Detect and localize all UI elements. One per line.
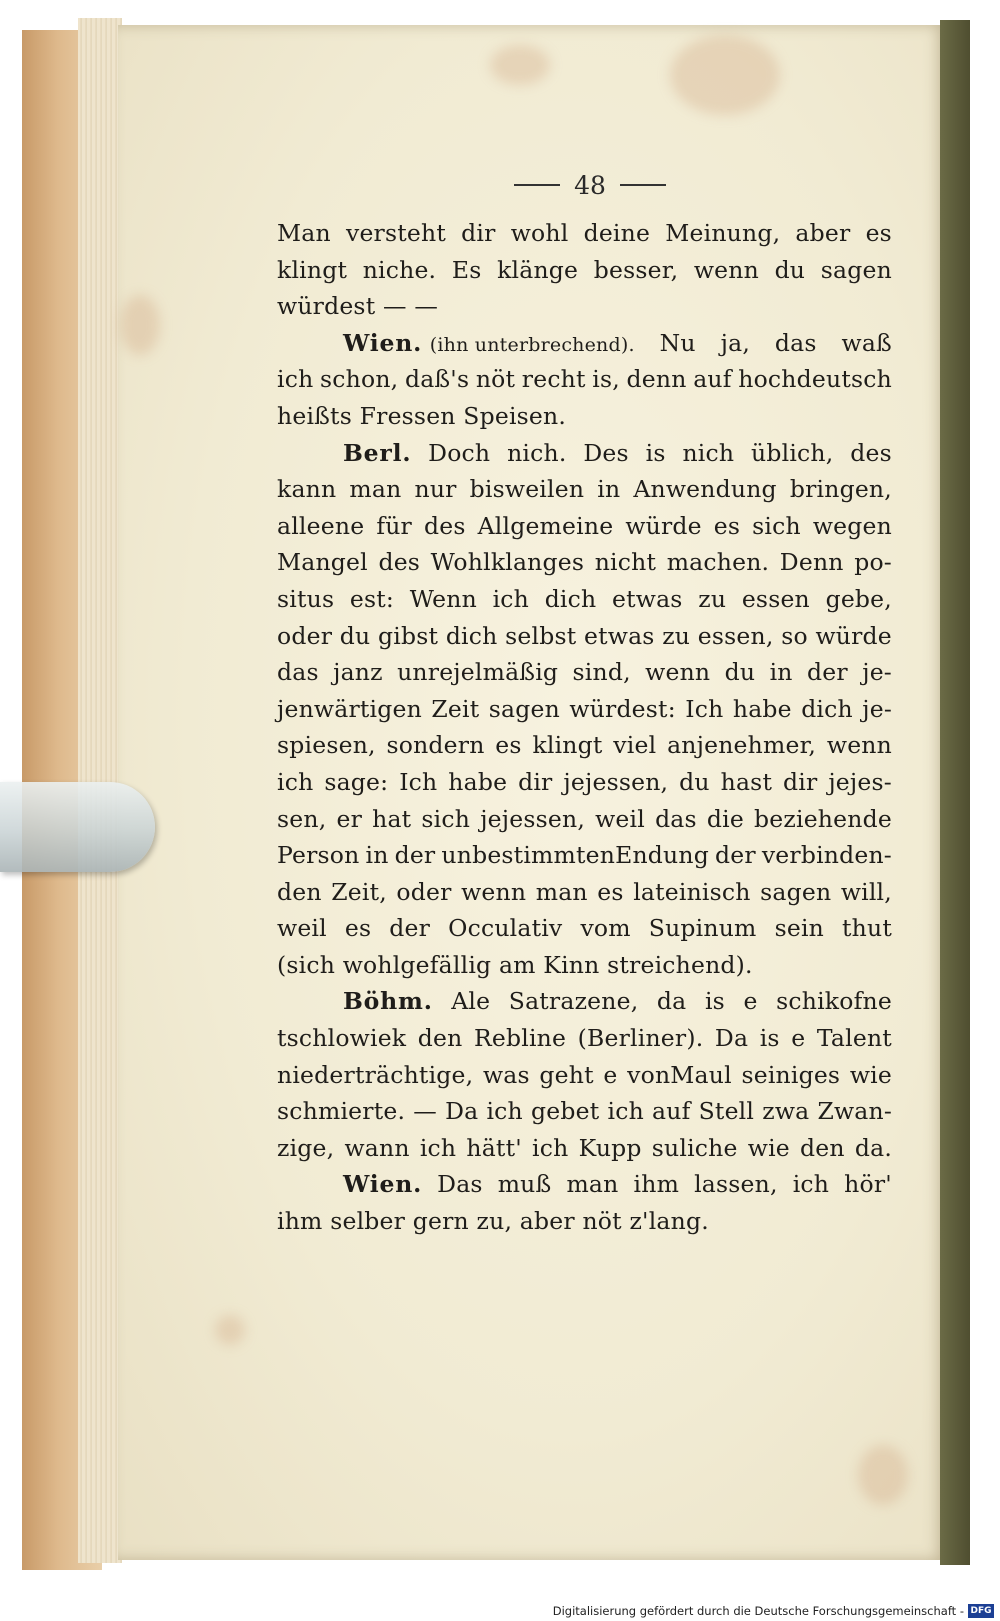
word: oder [396, 877, 452, 906]
word: Denn [779, 548, 844, 577]
word: hast [720, 767, 773, 796]
word: dich [801, 694, 853, 723]
word: Satrazene, [508, 987, 639, 1016]
word: unrejelmäßig [397, 658, 559, 687]
word: schmierte. [277, 1097, 406, 1126]
word: Des [583, 438, 629, 467]
word: der [394, 841, 436, 870]
word: Ich [399, 767, 438, 796]
word: ja, [720, 328, 750, 357]
word: Zwan- [817, 1097, 892, 1126]
text-line [277, 874, 892, 911]
word: ich [486, 1097, 523, 1126]
text-line [277, 1130, 892, 1167]
word: Kupp [578, 1133, 642, 1162]
line-text: (sich wohlgefällig am Kinn streichend). [277, 950, 753, 979]
word: hör' [844, 1170, 892, 1199]
word: niederträchtige, [277, 1060, 474, 1089]
word: Occulativ [448, 914, 563, 943]
foxing-stain [490, 45, 550, 85]
text-line [277, 1203, 892, 1240]
word: Rebline [474, 1024, 567, 1053]
word: hat [372, 804, 412, 833]
word: in [769, 658, 793, 687]
word: es [865, 219, 892, 247]
word: sage: [324, 767, 389, 796]
text-line [277, 361, 892, 398]
word: oder [277, 621, 333, 650]
word: spiesen, [277, 731, 376, 760]
word: Da [445, 1097, 479, 1126]
speaker-name: Böhm. [343, 987, 433, 1016]
word: dir [518, 767, 553, 796]
word: klänge [497, 255, 579, 284]
word: jejessen, [480, 804, 586, 833]
word: nur [414, 475, 457, 504]
text-line [277, 471, 892, 508]
text-line [277, 581, 892, 618]
word: Wohlklanges [430, 548, 585, 577]
text-line [277, 947, 892, 984]
word: aber [795, 219, 851, 247]
word: unbestimmtenEndung [441, 841, 709, 870]
word: selbst [505, 621, 577, 650]
word: hätt' [466, 1133, 522, 1162]
word: ich [792, 1170, 830, 1199]
word: besser, [593, 255, 679, 284]
word: is [704, 987, 725, 1016]
word: sondern [386, 731, 485, 760]
word: hochdeutsch [738, 365, 892, 394]
text-line [277, 544, 892, 581]
word: muß [497, 1170, 552, 1199]
word: es [597, 877, 624, 906]
word: die [706, 804, 744, 833]
word: wenn [826, 731, 892, 760]
page-number: 48 [574, 170, 606, 200]
word: Meinung, [665, 219, 781, 247]
header-rule-right [620, 184, 666, 186]
word: alleene [277, 511, 365, 540]
word: nöt [475, 365, 516, 394]
word: lateinisch [633, 877, 751, 906]
word: e [743, 987, 758, 1016]
word: e [603, 1060, 618, 1089]
word: sagen [488, 694, 560, 723]
text-line [277, 1093, 892, 1130]
word: niche. [362, 255, 437, 284]
word: Da [714, 1024, 749, 1053]
speech-line [277, 435, 892, 472]
word: wenn [693, 255, 759, 284]
word: sein [774, 914, 824, 943]
word: ich [607, 1097, 644, 1126]
word: denn [626, 365, 687, 394]
book-cover-right [940, 20, 970, 1565]
foxing-stain [858, 1445, 908, 1505]
text-line [277, 508, 892, 545]
word: Mangel [277, 548, 368, 577]
speaker-name: Wien. [343, 328, 423, 357]
text-line [277, 764, 892, 801]
word: Es [451, 255, 482, 284]
word: wie [849, 1060, 892, 1089]
word: es [713, 511, 741, 540]
word: habe [732, 694, 792, 723]
text-line [277, 691, 892, 728]
word: essen, [697, 621, 774, 650]
word: gibst [378, 621, 439, 650]
word: der [714, 841, 756, 870]
word: du [679, 767, 710, 796]
word: nich [682, 438, 735, 467]
word: verbinden- [761, 841, 892, 870]
word: was [482, 1060, 530, 1089]
word: des [423, 511, 466, 540]
word: ich [492, 584, 530, 613]
word: wenn [461, 877, 527, 906]
dfg-logo: DFG [968, 1604, 994, 1618]
text-line [277, 1057, 892, 1094]
word: des [850, 438, 892, 467]
word: sind, [572, 658, 631, 687]
word: schon, [320, 365, 399, 394]
word: — [413, 1097, 437, 1126]
word: schikofne [776, 987, 892, 1016]
word: zu [698, 584, 727, 613]
word: du [774, 255, 806, 284]
word: tschlowiek [277, 1024, 407, 1053]
word: sich [421, 804, 471, 833]
page-clamp [0, 782, 155, 872]
word: üblich, [751, 438, 834, 467]
word: dir [461, 219, 496, 247]
word: ich [277, 767, 314, 796]
text-line [277, 618, 892, 655]
word: ihm [633, 1170, 680, 1199]
word: ich [419, 1133, 457, 1162]
foxing-stain [120, 295, 160, 355]
word: er [336, 804, 363, 833]
word: suliche [651, 1133, 738, 1162]
word: nicht [594, 548, 657, 577]
word: je- [862, 658, 892, 687]
speech-head [343, 435, 411, 472]
word: weil [277, 914, 327, 943]
text-line [277, 801, 892, 838]
word: würdest: [569, 694, 676, 723]
word: es [344, 914, 372, 943]
word: Talent [816, 1024, 892, 1053]
word: des [378, 548, 421, 577]
speaker-name: Berl. [343, 438, 412, 467]
word: anjenehmer, [667, 731, 817, 760]
word: auf [693, 365, 732, 394]
word: etwas [612, 584, 683, 613]
line-text: würdest — — [277, 292, 439, 321]
word: gebe, [825, 584, 892, 613]
text-line [277, 1020, 892, 1057]
speech-line [277, 325, 892, 362]
word: dir [783, 767, 818, 796]
word: würde [625, 511, 702, 540]
word: klingt [532, 731, 603, 760]
word: machen. [666, 548, 770, 577]
body-text [277, 215, 892, 1240]
word: man [535, 877, 588, 906]
text-line [277, 288, 892, 325]
word: in [597, 475, 621, 504]
word: kann [277, 475, 337, 504]
stage-direction: (ihn unterbrechend). [429, 333, 635, 356]
word: Ale [451, 987, 491, 1016]
word: sagen [760, 877, 832, 906]
word: waß [841, 328, 892, 357]
word: zu [662, 621, 691, 650]
word: du [724, 658, 756, 687]
word: jenwärtigen [277, 694, 422, 723]
word: zige, [277, 1133, 335, 1162]
word: ich [532, 1133, 569, 1162]
text-line [277, 654, 892, 691]
word: deine [583, 219, 651, 247]
word: will, [840, 877, 892, 906]
word: thut [842, 914, 892, 943]
word: versteht [345, 219, 446, 247]
page-header [490, 160, 690, 210]
word: jejessen, [563, 767, 669, 796]
word: Nu [659, 328, 696, 357]
word: der [807, 658, 848, 687]
word: habe [448, 767, 508, 796]
word: sich [752, 511, 801, 540]
word: in [365, 841, 389, 870]
word: (Berliner). [577, 1024, 704, 1053]
word: Wenn [409, 584, 477, 613]
word: seiniges [741, 1060, 841, 1089]
word: vom [580, 914, 631, 943]
word: Das [437, 1170, 483, 1199]
word: man [566, 1170, 619, 1199]
word: Zeit [431, 694, 480, 723]
word: gebet [531, 1097, 600, 1126]
foxing-stain [215, 1315, 245, 1345]
word: vonMaul [627, 1060, 732, 1089]
word: situs [277, 584, 335, 613]
word: janz [333, 658, 383, 687]
word: das [277, 658, 319, 687]
word: Supinum [648, 914, 757, 943]
word: da [656, 987, 687, 1016]
word: dich [445, 621, 498, 650]
word: man [349, 475, 402, 504]
text-line [277, 398, 892, 435]
word: wegen [812, 511, 892, 540]
word: essen [741, 584, 810, 613]
text-line [277, 910, 892, 947]
footer-credit: Digitalisierung gefördert durch die Deutsche Forschungsgemeinschaft - [552, 1604, 964, 1618]
word: bringen, [789, 475, 892, 504]
header-rule-left [514, 184, 560, 186]
word: is [645, 438, 666, 467]
word: e [791, 1024, 806, 1053]
word: dich [544, 584, 597, 613]
word: auf [652, 1097, 691, 1126]
word: da. [854, 1133, 892, 1162]
word: wann [344, 1133, 410, 1162]
word: würde [815, 621, 892, 650]
foxing-stain [670, 35, 780, 115]
speech-head [343, 1166, 422, 1203]
word: Doch [428, 438, 491, 467]
word: für [376, 511, 412, 540]
word: du [339, 621, 371, 650]
line-text: heißts Fressen Speisen. [277, 401, 567, 430]
word: bisweilen [469, 475, 585, 504]
speech-line [277, 1166, 892, 1203]
word: Person [277, 841, 360, 870]
word: nich. [507, 438, 567, 467]
speech-line [277, 983, 892, 1020]
word: est: [349, 584, 395, 613]
word: den [277, 877, 322, 906]
word: beziehende [754, 804, 892, 833]
word: der [389, 914, 431, 943]
word: das [655, 804, 697, 833]
word: klingt [277, 255, 348, 284]
line-text: ihm selber gern zu, aber nöt z'lang. [277, 1207, 709, 1236]
word: sen, [277, 804, 327, 833]
word: geht [539, 1060, 594, 1089]
word: Anwendung [633, 475, 777, 504]
word: wie [747, 1133, 790, 1162]
word: Allgemeine [477, 511, 614, 540]
word: viel [613, 731, 657, 760]
word: is [759, 1024, 780, 1053]
word: po- [854, 548, 892, 577]
word: so [781, 621, 808, 650]
word: Ich [685, 694, 724, 723]
word: es [495, 731, 522, 760]
word: das [774, 328, 817, 357]
word: lassen, [694, 1170, 778, 1199]
word: is, [592, 365, 620, 394]
speech-head [343, 325, 635, 362]
text-line [277, 837, 892, 874]
word: zwa [762, 1097, 810, 1126]
word: weil [595, 804, 645, 833]
word: daß's [404, 365, 470, 394]
word: Man [277, 219, 331, 247]
word: Zeit, [331, 877, 387, 906]
word: je- [862, 694, 892, 723]
word: wenn [645, 658, 711, 687]
word: etwas [584, 621, 655, 650]
speech-head [343, 983, 433, 1020]
text-line [277, 252, 892, 289]
word: sagen [820, 255, 892, 284]
word: jejes- [828, 767, 892, 796]
speaker-name: Wien. [343, 1170, 423, 1199]
word: Stell [698, 1097, 755, 1126]
word: den [800, 1133, 845, 1162]
word: wohl [510, 219, 569, 247]
word: ich [277, 365, 314, 394]
word: den [417, 1024, 463, 1053]
word: recht [521, 365, 586, 394]
text-line [277, 215, 892, 252]
text-line [277, 727, 892, 764]
